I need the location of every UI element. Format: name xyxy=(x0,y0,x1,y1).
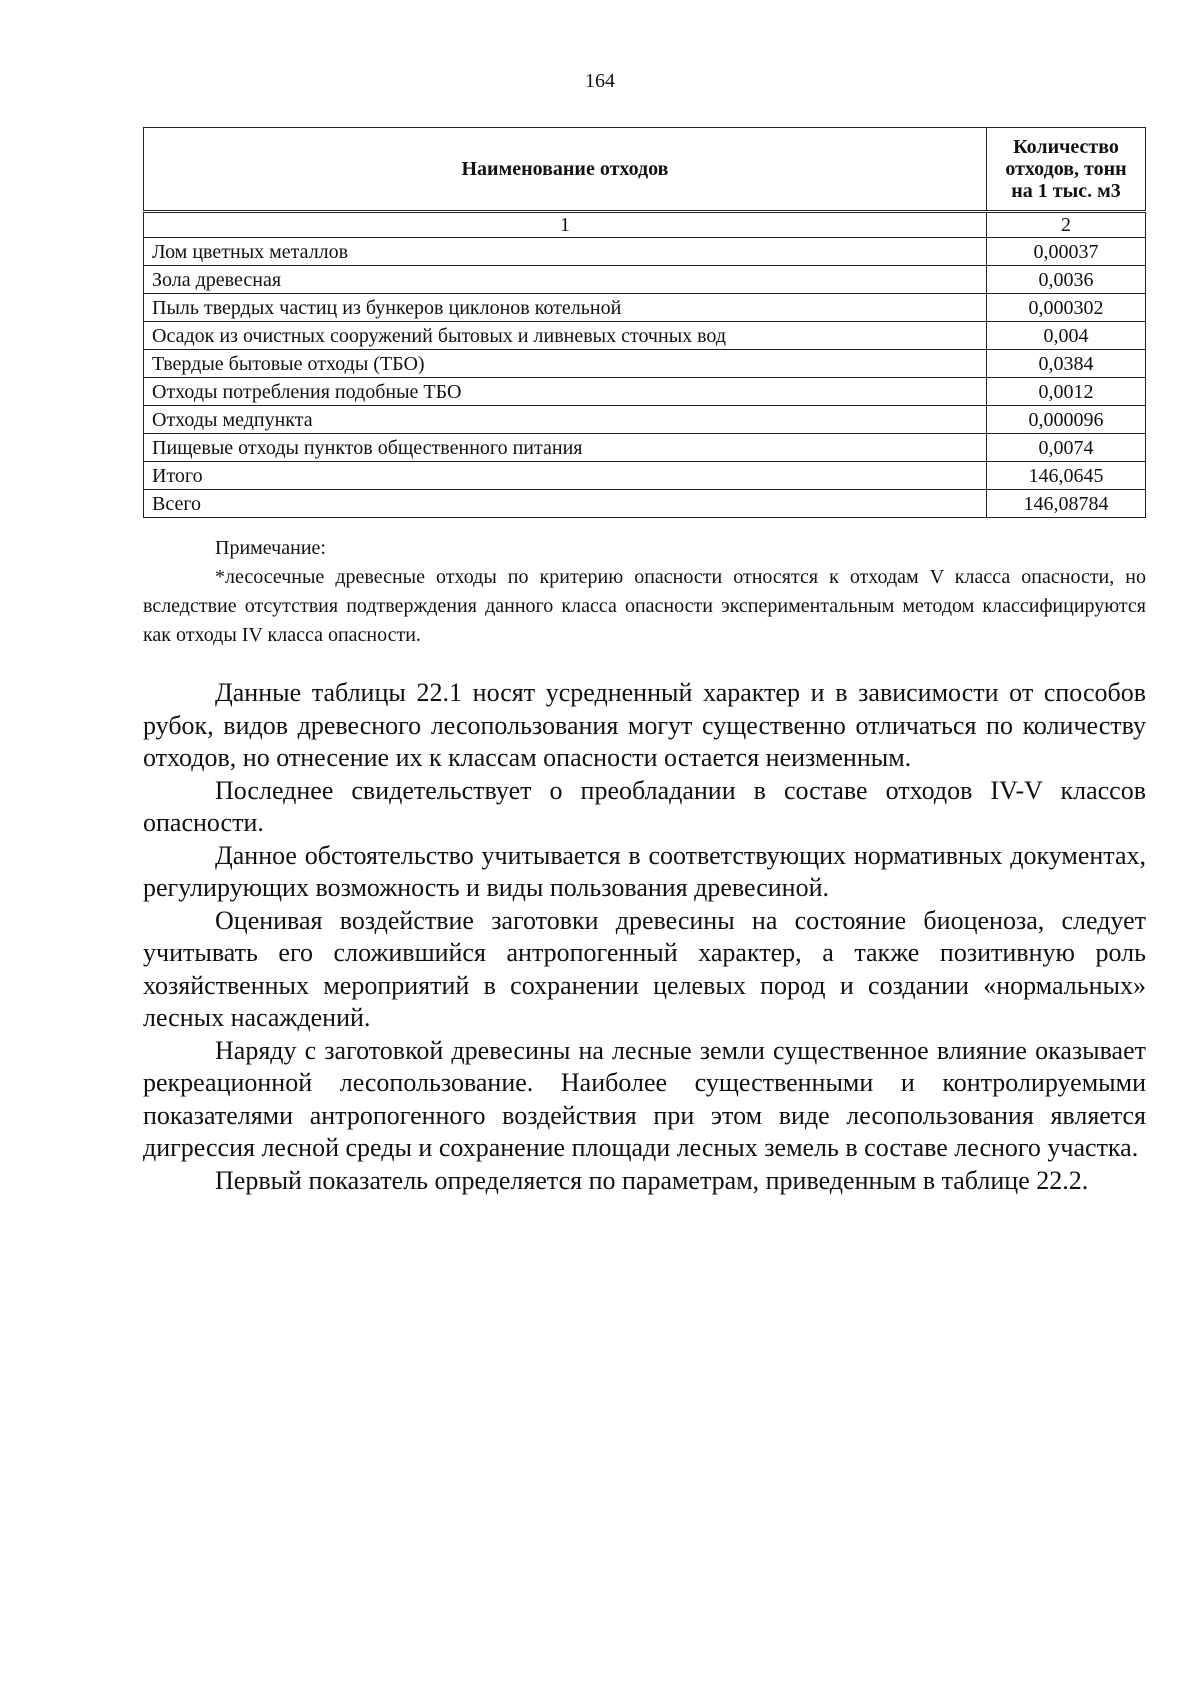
waste-name-cell: Осадок из очистных сооружений бытовых и ливневых сточных вод xyxy=(144,322,987,350)
waste-value-cell: 0,000096 xyxy=(987,406,1146,434)
header-waste-quantity: Количество отходов, тонн на 1 тыс. м3 xyxy=(987,128,1146,212)
table-row xyxy=(144,378,1146,406)
waste-name-cell: Лом цветных металлов xyxy=(144,238,987,266)
body-text xyxy=(143,677,1146,1197)
table-row xyxy=(144,350,1146,378)
table-row xyxy=(144,406,1146,434)
waste-name-cell: Отходы медпункта xyxy=(144,406,987,434)
paragraph: Данные таблицы 22.1 носят усредненный характер и в зависимости от способов рубок, видов древесного лесопользования могут существенно отличаться по количеству отходов, но отнесение их к классам опасности остается неизменным. xyxy=(143,678,1146,772)
waste-value-cell: 146,08784 xyxy=(987,490,1146,518)
table-note xyxy=(143,534,1146,650)
column-number: 1 xyxy=(144,212,987,238)
paragraph: Данное обстоятельство учитывается в соответствующих нормативных документах, регулирующих возможность и виды пользования древесиной. xyxy=(143,840,1146,902)
waste-value-cell: 0,000302 xyxy=(987,294,1146,322)
table-row xyxy=(144,238,1146,266)
waste-value-cell: 0,0074 xyxy=(987,434,1146,462)
waste-name-cell: Твердые бытовые отходы (ТБО) xyxy=(144,350,987,378)
table-row-subtotal xyxy=(144,462,1146,490)
header-waste-name: Наименование отходов xyxy=(144,128,987,212)
column-numbers-row xyxy=(144,212,1146,238)
table-row xyxy=(144,434,1146,462)
paragraph: Оценивая воздействие заготовки древесины на состояние биоценоза, следует учитывать его сложившийся антропогенный характер, а также позитивную роль хозяйственных мероприятий в сохранении целевых пород и создании «нормальных» лесных насаждений. xyxy=(143,905,1146,1032)
table-row-total xyxy=(144,490,1146,518)
waste-name-cell: Пыль твердых частиц из бункеров циклонов котельной xyxy=(144,294,987,322)
waste-value-cell: 0,00037 xyxy=(987,238,1146,266)
waste-value-cell: 0,0036 xyxy=(987,266,1146,294)
paragraph: Наряду с заготовкой древесины на лесные земли существенное влияние оказывает рекреационной лесопользование. Наиболее существенными и контролируемыми показателями антропогенного воздействия при этом виде лесопользования является дигрессия лесной среды и сохранение площади лесных земель в составе лесного участка. xyxy=(143,1035,1146,1162)
waste-value-cell: 0,004 xyxy=(987,322,1146,350)
page-number: 164 xyxy=(585,70,615,92)
waste-table xyxy=(143,127,1146,518)
waste-name-cell: Всего xyxy=(144,490,987,518)
waste-value-cell: 0,0012 xyxy=(987,378,1146,406)
waste-value-cell: 0,0384 xyxy=(987,350,1146,378)
paragraph: Последнее свидетельствует о преобладании в составе отходов IV-V классов опасности. xyxy=(143,775,1146,837)
note-text: *лесосечные древесные отходы по критерию опасности относятся к отходам V класса опасности, но вследствие отсутствия подтверждения данного класса опасности экспериментальным методом классифицируются как отходы IV класса опасности. xyxy=(143,566,1146,646)
table-row xyxy=(144,266,1146,294)
table-row xyxy=(144,322,1146,350)
table-row xyxy=(144,294,1146,322)
paragraph: Первый показатель определяется по параметрам, приведенным в таблице 22.2. xyxy=(215,1165,1089,1195)
column-number: 2 xyxy=(987,212,1146,238)
waste-name-cell: Зола древесная xyxy=(144,266,987,294)
waste-name-cell: Пищевые отходы пунктов общественного питания xyxy=(144,434,987,462)
note-label: Примечание: xyxy=(215,537,326,559)
waste-name-cell: Отходы потребления подобные ТБО xyxy=(144,378,987,406)
waste-value-cell: 146,0645 xyxy=(987,462,1146,490)
table-header-row xyxy=(144,128,1146,212)
waste-name-cell: Итого xyxy=(144,462,987,490)
